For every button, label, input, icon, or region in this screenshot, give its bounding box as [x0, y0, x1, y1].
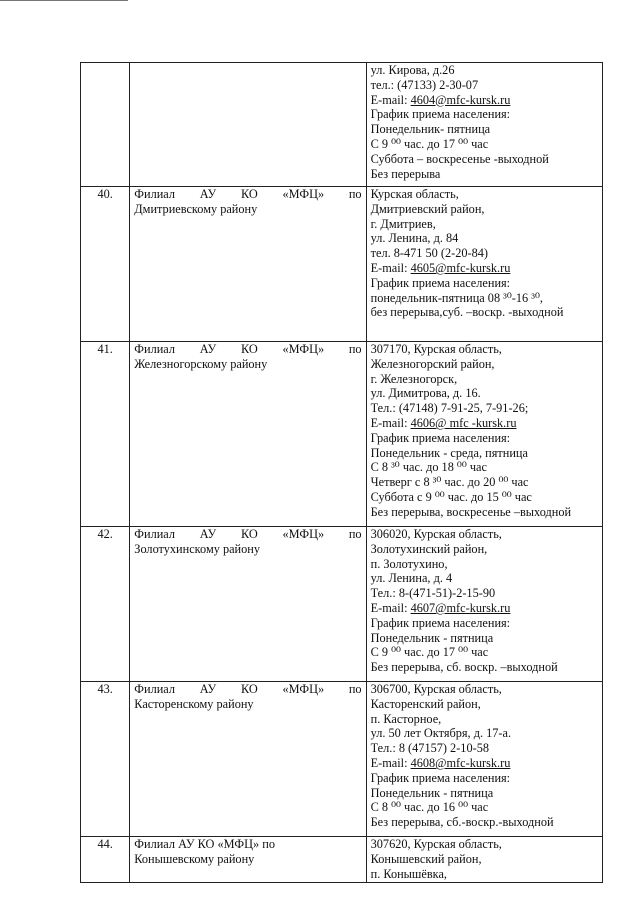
address-line: г. Железногорск,	[370, 371, 458, 386]
branch-name-line1	[134, 342, 361, 357]
table-row	[81, 187, 603, 342]
address-line: График приема населения:	[370, 615, 511, 630]
address-line: Конышевский район,	[370, 851, 482, 866]
address-line: Железногорский район,	[370, 356, 495, 371]
branch-name-line2: Касторенскому району	[134, 696, 254, 711]
address-line: Понедельник - среда, пятница	[370, 445, 528, 460]
address-line: без перерыва,суб. –воскр. -выходной	[370, 305, 564, 320]
address-line: ул. 50 лет Октября, д. 17-а.	[370, 726, 512, 741]
branch-name	[130, 187, 366, 342]
branch-name	[130, 682, 366, 837]
address-line	[371, 416, 598, 431]
branch-name-word: КО	[240, 342, 258, 356]
table-row	[81, 682, 603, 837]
address-line	[371, 601, 598, 616]
branch-name-word: «МФЦ»	[282, 527, 325, 541]
branch-name-word: «МФЦ»	[282, 682, 325, 696]
branch-name-text	[134, 837, 361, 867]
branch-name-word: АУ	[199, 342, 217, 356]
branch-address	[366, 187, 602, 342]
branch-name-word: Филиал	[134, 187, 175, 201]
address-line: Курская область,	[370, 187, 459, 201]
row-number: 43.	[81, 682, 130, 837]
branch-name-word: КО	[240, 682, 258, 696]
branch-name-word: по	[348, 527, 362, 541]
branch-name-word: АУ	[199, 187, 217, 201]
row-number	[81, 63, 130, 187]
address-line: 306700, Курская область,	[370, 682, 502, 696]
branch-name-word: Филиал	[134, 682, 175, 696]
email-label: E-mail:	[370, 600, 411, 615]
branch-name-text	[134, 187, 361, 217]
address-line	[371, 93, 598, 108]
address-line: Тел.: (47148) 7-91-25, 7-91-26;	[370, 401, 529, 416]
address-line: Без перерыва, сб. воскр. –выходной	[370, 660, 558, 675]
branches-table-body	[81, 63, 603, 883]
branch-name	[130, 63, 366, 187]
address-line: ул. Кирова, д.26	[370, 63, 455, 77]
address-line: ул. Димитрова, д. 16.	[370, 386, 481, 401]
branch-name-line1	[134, 837, 361, 852]
email-label: E-mail:	[370, 755, 411, 770]
address-line: Суббота с 9 ⁰⁰ час. до 15 ⁰⁰ час	[370, 489, 532, 504]
row-number: 41.	[81, 342, 130, 527]
branch-address	[366, 63, 602, 187]
branch-name-line1	[134, 187, 361, 202]
branch-name-text	[134, 527, 361, 557]
address-line: Касторенский район,	[370, 696, 481, 711]
page-top-rule	[0, 0, 128, 1]
address-line: понедельник-пятница 08 ³⁰-16 ³⁰,	[370, 290, 543, 305]
branch-address	[366, 342, 602, 527]
branch-name-word: КО	[240, 527, 258, 541]
address-line: Понедельник - пятница	[370, 785, 494, 800]
address-line: График приема населения:	[370, 430, 511, 445]
branch-name	[130, 342, 366, 527]
branch-name-word: «МФЦ»	[282, 342, 325, 356]
address-line: Понедельник- пятница	[370, 122, 491, 137]
email-label: E-mail:	[370, 92, 411, 107]
email-link[interactable]: 4606@ mfc -kursk.ru	[410, 415, 517, 430]
email-link[interactable]: 4608@mfc-kursk.ru	[410, 755, 511, 770]
branch-name-line2: Дмитриевскому району	[134, 201, 258, 216]
address-line: С 8 ⁰⁰ час. до 16 ⁰⁰ час	[370, 800, 489, 815]
address-line: Дмитриевский район,	[370, 201, 485, 216]
branch-address	[366, 837, 602, 883]
branch-name-line1	[134, 527, 361, 542]
address-line: тел. 8-471 50 (2-20-84)	[370, 246, 488, 261]
address-line: Тел.: 8 (47157) 2-10-58	[370, 741, 489, 756]
branches-table	[80, 62, 603, 883]
address-line	[371, 261, 598, 276]
address-line	[371, 756, 598, 771]
address-line: тел.: (47133) 2-30-07	[370, 77, 479, 92]
branch-name	[130, 837, 366, 883]
address-line: Четверг с 8 ³⁰ час. до 20 ⁰⁰ час	[370, 475, 529, 490]
branch-name-line2: Железногорскому району	[134, 356, 268, 371]
address-line: График приема населения:	[370, 107, 511, 122]
branch-name-word: «МФЦ»	[282, 187, 325, 201]
address-line: п. Касторное,	[370, 711, 442, 726]
row-number: 42.	[81, 527, 130, 682]
address-line: п. Золотухино,	[370, 556, 448, 571]
branch-address	[366, 682, 602, 837]
branch-name-word: КО	[240, 187, 258, 201]
branch-name-line2: Конышевскому району	[134, 851, 255, 866]
email-link[interactable]: 4604@mfc-kursk.ru	[410, 92, 511, 107]
address-line: 306020, Курская область,	[370, 527, 502, 541]
branch-name-word: по	[348, 682, 362, 696]
address-line: Без перерыва, сб.-воскр.-выходной	[370, 815, 554, 830]
address-line: ул. Ленина, д. 4	[370, 571, 453, 586]
row-number: 40.	[81, 187, 130, 342]
address-line: Суббота – воскресенье -выходной	[370, 151, 549, 166]
branch-name-word: Филиал АУ КО «МФЦ» по	[134, 837, 275, 851]
address-line: г. Дмитриев,	[370, 216, 436, 231]
address-line: График приема населения:	[370, 770, 511, 785]
email-link[interactable]: 4605@mfc-kursk.ru	[410, 260, 511, 275]
address-line: График приема населения:	[370, 275, 511, 290]
branch-name-text	[134, 342, 361, 372]
table-row	[81, 342, 603, 527]
branch-name-line1	[134, 682, 361, 697]
address-line: Без перерыва, воскресенье –выходной	[370, 504, 572, 519]
address-line: С 9 ⁰⁰ час. до 17 ⁰⁰ час	[370, 645, 489, 660]
table-row	[81, 837, 603, 883]
address-line: С 8 ³⁰ час. до 18 ⁰⁰ час	[370, 460, 487, 475]
table-row	[81, 63, 603, 187]
branch-name-word: АУ	[199, 527, 217, 541]
row-number: 44.	[81, 837, 130, 883]
branch-name	[130, 527, 366, 682]
branch-address	[366, 527, 602, 682]
address-line: Золотухинский район,	[370, 541, 488, 556]
address-line: Тел.: 8-(471-51)-2-15-90	[370, 586, 496, 601]
address-line: 307170, Курская область,	[370, 342, 502, 356]
email-link[interactable]: 4607@mfc-kursk.ru	[410, 600, 511, 615]
branch-name-word: Филиал	[134, 342, 175, 356]
email-label: E-mail:	[370, 415, 411, 430]
branch-name-word: по	[348, 342, 362, 356]
address-line: Понедельник - пятница	[370, 630, 494, 645]
email-label: E-mail:	[370, 260, 411, 275]
branch-name-text	[134, 682, 361, 712]
address-line: Без перерыва	[370, 166, 441, 181]
branch-name-word: АУ	[199, 682, 217, 696]
address-line: ул. Ленина, д. 84	[370, 231, 459, 246]
branch-name-word: Филиал	[134, 527, 175, 541]
branch-name-line2: Золотухинскому району	[134, 541, 261, 556]
address-line: С 9 ⁰⁰ час. до 17 ⁰⁰ час	[370, 136, 489, 151]
address-line: п. Конышёвка,	[370, 866, 447, 881]
branch-name-word: по	[348, 187, 362, 201]
table-row	[81, 527, 603, 682]
address-line: 307620, Курская область,	[370, 837, 502, 851]
